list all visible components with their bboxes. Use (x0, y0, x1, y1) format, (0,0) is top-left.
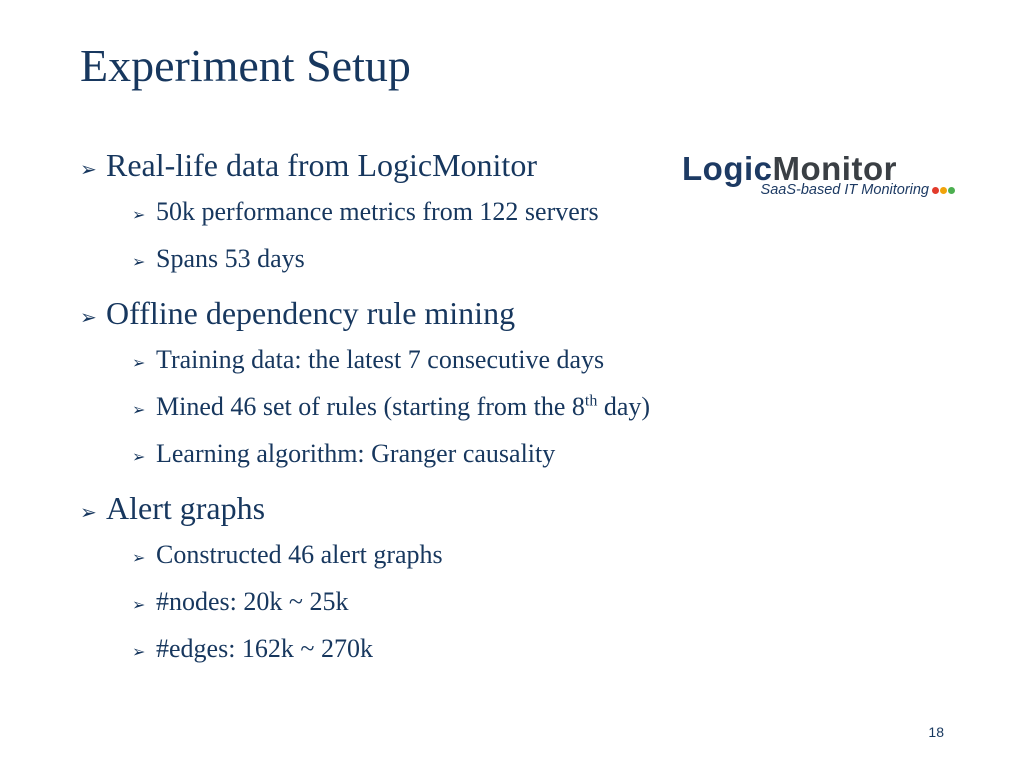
sub-bullet (132, 237, 980, 284)
sub-bullet-text: Constructed 46 alert graphs (156, 540, 443, 569)
sub-bullet-text-part: Mined 46 set of rules (starting from the 8 (156, 392, 585, 421)
logo-tagline-text: SaaS-based IT Monitoring (760, 182, 929, 198)
arrow-bullet-icon: ➢ (132, 548, 146, 567)
bullet-heading (80, 292, 980, 338)
arrow-bullet-icon: ➢ (132, 595, 146, 614)
sub-bullet-text: Learning algorithm: Granger causality (156, 439, 556, 468)
bullet-heading-text: Real-life data from LogicMonitor (106, 147, 537, 183)
sub-bullet-text: Spans 53 days (156, 244, 305, 273)
sub-bullet-text-part: day) (597, 392, 651, 421)
arrow-bullet-icon: ➢ (132, 205, 146, 224)
arrow-bullet-icon: ➢ (132, 447, 146, 466)
bullet-heading-text: Alert graphs (106, 490, 266, 526)
page-number: 18 (928, 724, 944, 740)
logo-monitor-text: Monitor (772, 150, 897, 187)
sub-bullet (132, 338, 980, 385)
bullet-heading-text: Offline dependency rule mining (106, 295, 516, 331)
sub-bullet (132, 432, 980, 479)
bullet-heading (80, 487, 980, 533)
superscript: th (584, 392, 598, 410)
sub-bullet-text: #edges: 162k ~ 270k (156, 634, 373, 663)
arrow-bullet-icon: ➢ (132, 353, 146, 372)
bullet-list (80, 144, 980, 674)
sub-bullet-text: Training data: the latest 7 consecutive days (156, 345, 605, 374)
arrow-bullet-icon: ➢ (132, 642, 146, 661)
arrow-bullet-icon: ➢ (80, 305, 97, 329)
sub-bullet (132, 385, 980, 432)
sub-bullet-text (156, 385, 650, 429)
sub-bullet (132, 533, 980, 580)
sub-bullet-text: #nodes: 20k ~ 25k (156, 587, 349, 616)
sub-bullet (132, 190, 980, 237)
sub-bullet (132, 627, 980, 674)
arrow-bullet-icon: ➢ (80, 157, 97, 181)
arrow-bullet-icon: ➢ (132, 400, 146, 419)
arrow-bullet-icon: ➢ (132, 252, 146, 271)
sub-bullet-text: 50k performance metrics from 122 servers (156, 197, 599, 226)
slide-title: Experiment Setup (80, 40, 411, 91)
logo-logic-text: Logic (682, 150, 773, 187)
sub-bullet (132, 580, 980, 627)
arrow-bullet-icon: ➢ (80, 500, 97, 524)
bullet-heading (80, 144, 980, 190)
